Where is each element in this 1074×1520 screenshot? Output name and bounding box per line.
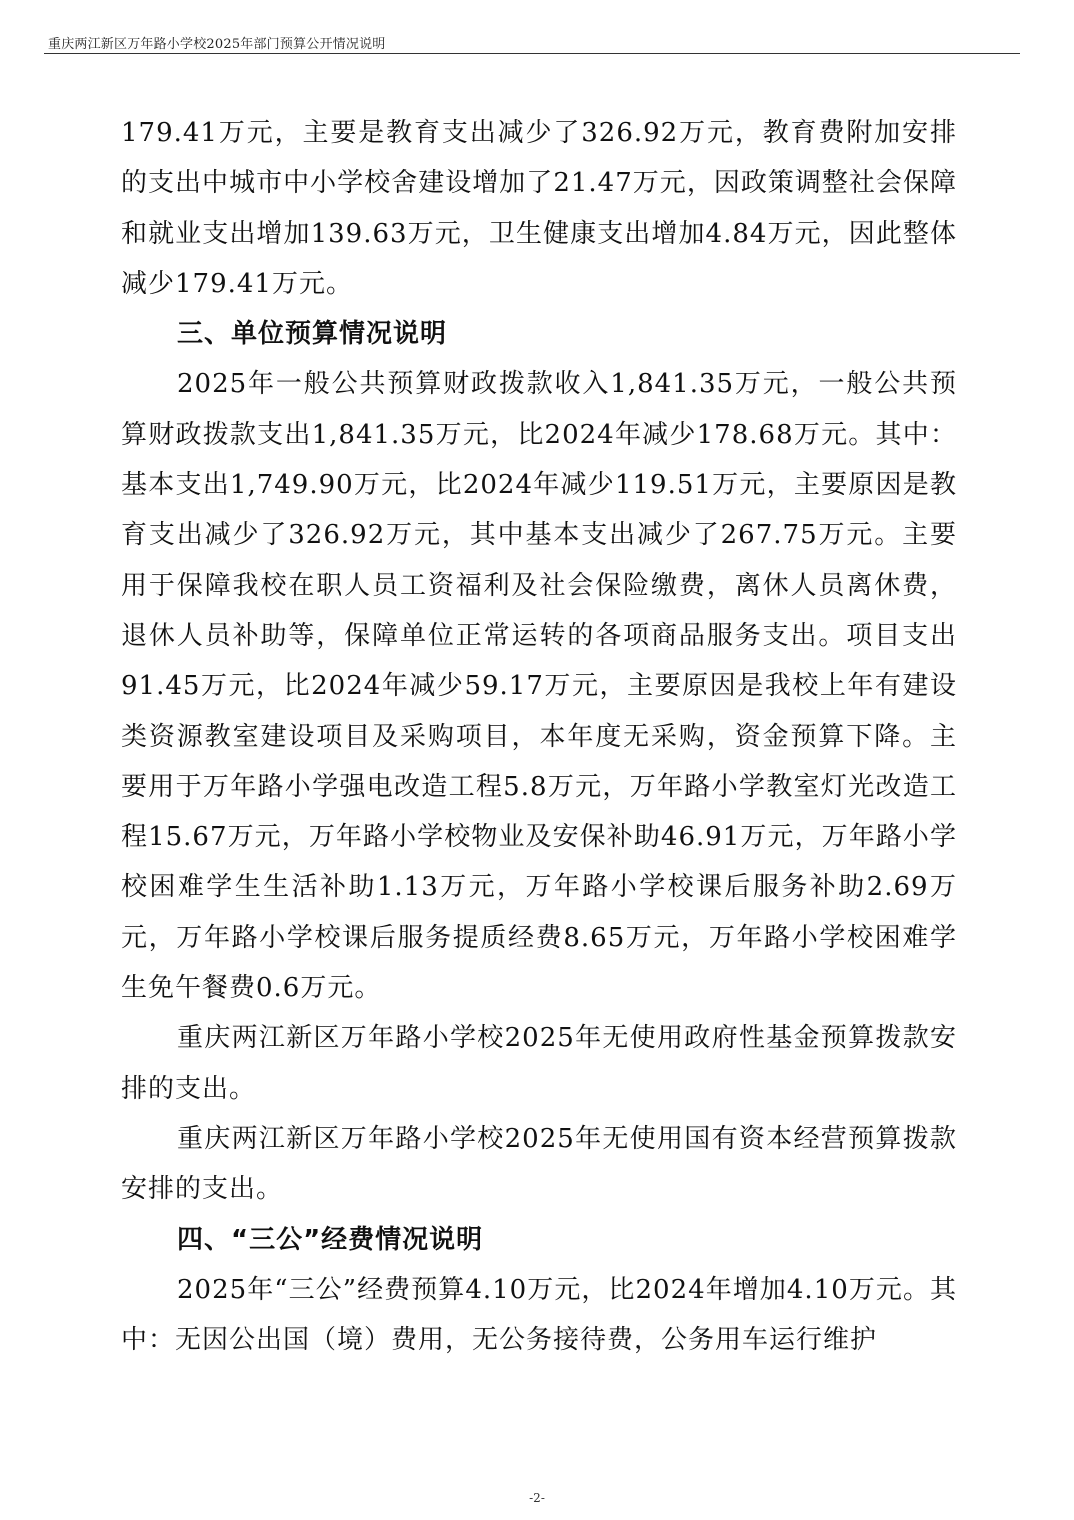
paragraph-budget-change: 179.41万元，主要是教育支出减少了326.92万元，教育费附加安排的支出中城市中小学校舍建设增加了21.47万元，因政策调整社会保障和就业支出增加139.63万元，卫生健康支出增加4.84万元，因此整体减少179.41万元。 [121, 118, 957, 299]
paragraph-government-fund: 重庆两江新区万年路小学校2025年无使用政府性基金预算拨款安排的支出。 [121, 1023, 957, 1104]
section-heading-three-public: 四、“三公”经费情况说明 [177, 1224, 484, 1255]
page-number: -2- [529, 1491, 545, 1505]
header-divider [44, 53, 1020, 54]
section-heading-unit-budget: 三、单位预算情况说明 [177, 319, 448, 350]
paragraph-three-public-budget: 2025年“三公”经费预算4.10万元，比2024年增加4.10万元。其中：无因公出国（境）费用，无公务接待费，公务用车运行维护 [121, 1274, 957, 1356]
document-body [121, 108, 957, 1365]
paragraph-state-capital: 重庆两江新区万年路小学校2025年无使用国有资本经营预算拨款安排的支出。 [121, 1123, 957, 1205]
running-header: 重庆两江新区万年路小学校2025年部门预算公开情况说明 [48, 37, 386, 52]
paragraph-general-public-budget: 2025年一般公共预算财政拨款收入1,841.35万元，一般公共预算财政拨款支出1,841.35万元，比2024年减少178.68万元。其中：基本支出1,749.90万元，比2024年减少119.51万元，主要原因是教育支出减少了326.92万元，其中基本支出减少了267.75万元。主要用于保障我校在职人员工资福利及社会保险缴费，离休人员离休费，退休人员补助等，保障单位正常运转的各项商品服务支出。项目支出91.45万元，比2024年减少59.17万元，主要原因是我校上年有建设类资源教室建设项目及采购项目，本年度无采购，资金预算下降。主要用于万年路小学强电改造工程5.8万元，万年路小学教室灯光改造工程15.67万元，万年路小学校物业及安保补助46.91万元，万年路小学校困难学生生活补助1.13万元，万年路小学校课后服务补助2.69万元，万年路小学校课后服务提质经费8.65万元，万年路小学校困难学生免午餐费0.6万元。 [121, 369, 957, 1004]
